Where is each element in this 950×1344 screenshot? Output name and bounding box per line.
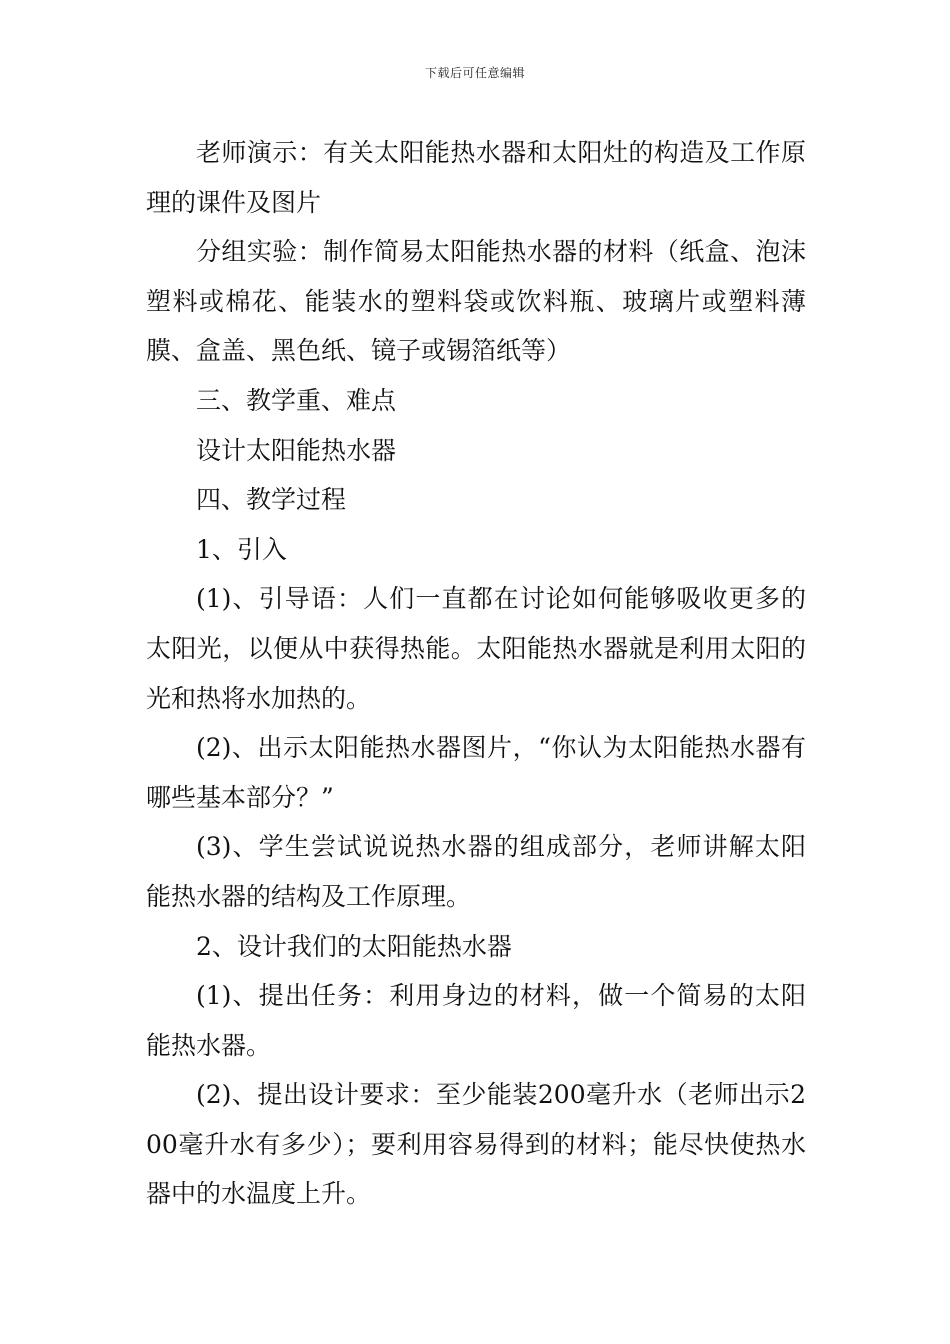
document-body xyxy=(146,128,806,1219)
paragraph-design-1: (1)、提出任务：利用身边的材料，做一个简易的太阳能热水器。 xyxy=(146,981,806,1060)
paragraph-intro-2: (2)、出示太阳能热水器图片，“你认为太阳能热水器有哪些基本部分？” xyxy=(146,733,806,812)
header-note: 下载后可任意编辑 xyxy=(424,66,525,80)
heading-design: 2、设计我们的太阳能热水器 xyxy=(196,931,512,961)
paragraph-group-experiment: 分组实验：制作简易太阳能热水器的材料（纸盒、泡沫塑料或棉花、能装水的塑料袋或饮料瓶、玻璃片或塑料薄膜、盒盖、黑色纸、镜子或锡箔纸等） xyxy=(146,237,806,366)
paragraph-teacher-demo: 老师演示：有关太阳能热水器和太阳灶的构造及工作原理的课件及图片 xyxy=(146,138,806,217)
heading-teaching-process: 四、教学过程 xyxy=(196,485,347,515)
paragraph-design-2: (2)、提出设计要求：至少能装200毫升水（老师出示200毫升水有多少）；要利用容易得到的材料；能尽快使热水器中的水温度上升。 xyxy=(146,1080,806,1209)
heading-introduction: 1、引入 xyxy=(196,534,287,564)
paragraph-intro-1: (1)、引导语：人们一直都在讨论如何能够吸收更多的太阳光，以便从中获得热能。太阳能热水器就是利用太阳的光和热将水加热的。 xyxy=(146,584,806,713)
heading-key-points: 三、教学重、难点 xyxy=(196,385,397,415)
paragraph-intro-3: (3)、学生尝试说说热水器的组成部分，老师讲解太阳能热水器的结构及工作原理。 xyxy=(146,832,806,911)
paragraph-key-point-content: 设计太阳能热水器 xyxy=(196,435,397,465)
